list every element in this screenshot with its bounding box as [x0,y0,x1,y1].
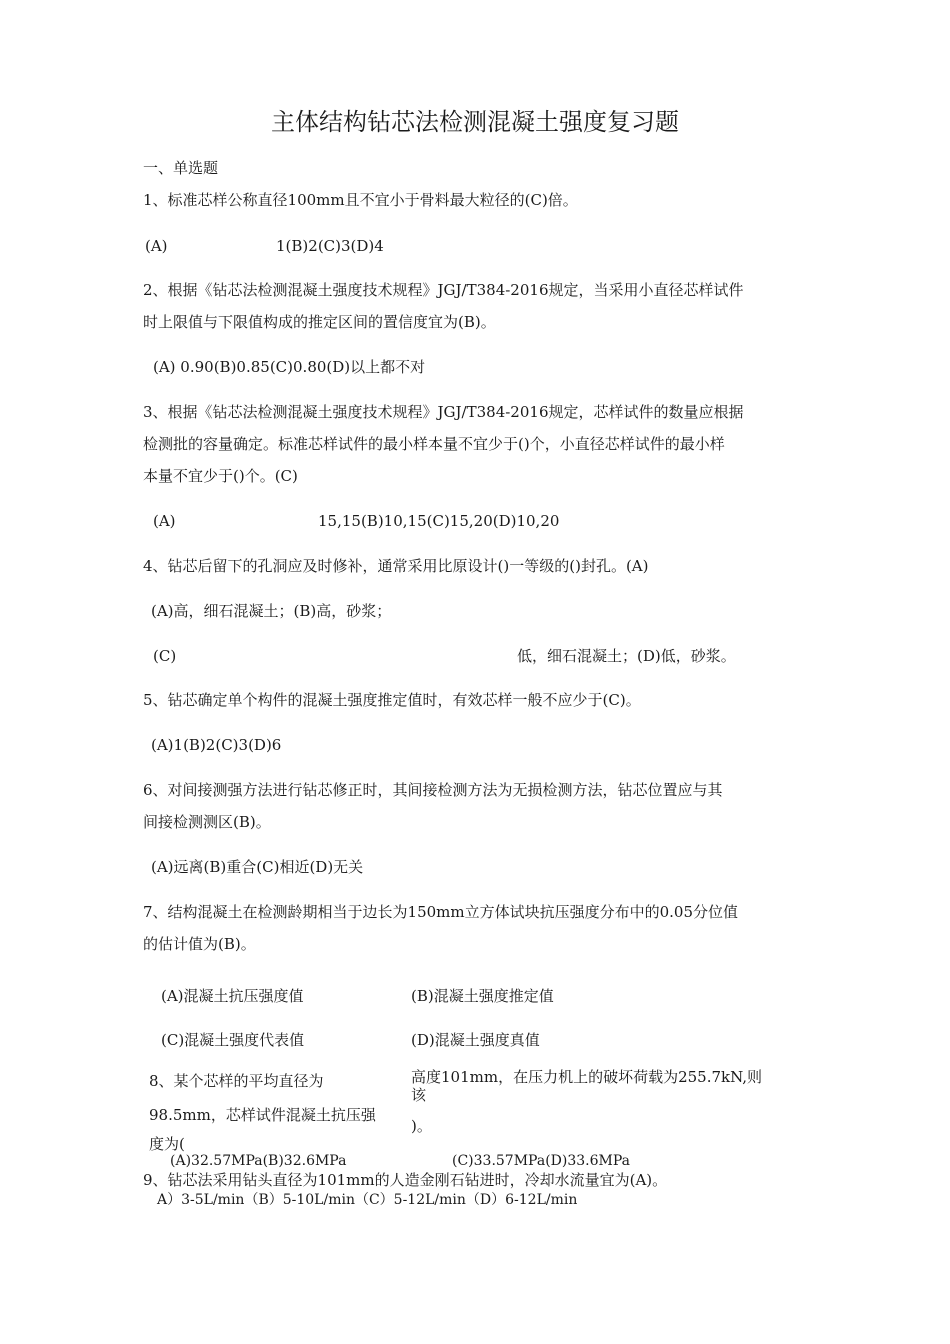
question-4-options-line-2: 低，细石混凝土；(D)低，砂浆。 [517,647,736,665]
question-9-options: A）3-5L/min（B）5-10L/min（C）5-12L/min（D）6-12L/min [157,1192,578,1208]
question-8-options-cd: (C)33.57MPa(D)33.6MPa [452,1153,630,1169]
question-3-option-label: (A) [153,512,176,530]
question-6-options: (A)远离(B)重合(C)相近(D)无关 [151,858,364,876]
question-5-options: (A)1(B)2(C)3(D)6 [151,736,282,754]
question-5: 5、钻芯确定单个构件的混凝土强度推定值时，有效芯样一般不应少于(C)。 [143,691,641,709]
question-8-right-line-3: )。 [411,1117,432,1135]
document-title: 主体结构钻芯法检测混凝土强度复习题 [271,108,679,136]
question-8-left-line-2: 98.5mm，芯样试件混凝土抗压强 [149,1106,376,1124]
section-heading: 一、单选题 [143,159,219,177]
question-7-line-1: 7、结构混凝土在检测龄期相当于边长为150mm立方体试块抗压强度分布中的0.05分位值 [143,903,739,921]
question-1: 1、标准芯样公称直径100mm且不宜小于骨料最大粒径的(C)倍。 [143,191,578,209]
question-2-line-2: 时上限值与下限值构成的推定区间的置信度宜为(B)。 [143,313,496,331]
question-2-options: (A) 0.90(B)0.85(C)0.80(D)以上都不对 [153,358,426,376]
question-6-line-1: 6、对间接测强方法进行钻芯修正时，其间接检测方法为无损检测方法，钻芯位置应与其 [143,781,723,799]
question-4-options-line-1: (A)高，细石混凝土；(B)高，砂浆； [151,602,392,620]
question-7-option-d: (D)混凝土强度真值 [411,1031,540,1049]
question-1-options: 1(B)2(C)3(D)4 [276,237,384,255]
question-7-line-2: 的估计值为(B)。 [143,935,256,953]
question-3-line-3: 本量不宜少于()个。(C) [143,467,298,485]
question-2-line-1: 2、根据《钻芯法检测混凝土强度技术规程》JGJ/T384-2016规定，当采用小直径芯样试件 [143,281,744,299]
question-4: 4、钻芯后留下的孔洞应及时修补，通常采用比原设计()一等级的()封孔。(A) [143,557,649,575]
question-1-option-label: (A) [145,237,168,255]
question-7-option-b: (B)混凝土强度推定值 [411,987,554,1005]
question-7-option-a: (A)混凝土抗压强度值 [161,987,304,1005]
question-3-line-2: 检测批的容量确定。标准芯样试件的最小样本量不宜少于()个，小直径芯样试件的最小样 [143,435,725,453]
question-6-line-2: 间接检测测区(B)。 [143,813,271,831]
question-8-left-line-3: 度为( [149,1135,185,1153]
question-3-line-1: 3、根据《钻芯法检测混凝土强度技术规程》JGJ/T384-2016规定，芯样试件的数量应根据 [143,403,744,421]
question-8-right-line-2: 该 [411,1086,427,1104]
question-9: 9、钻芯法采用钻头直径为101mm的人造金刚石钻进时，冷却水流量宜为(A)。 [143,1171,668,1189]
question-8-left-line-1: 8、某个芯样的平均直径为 [149,1072,324,1090]
question-4-option-c-label: (C) [153,647,177,665]
question-7-option-c: (C)混凝土强度代表值 [161,1031,305,1049]
question-8-options-ab: (A)32.57MPa(B)32.6MPa [170,1153,347,1169]
question-3-options: 15,15(B)10,15(C)15,20(D)10,20 [318,512,560,530]
question-8-right-line-1: 高度101mm，在压力机上的破坏荷载为255.7kN,则 [411,1068,763,1086]
